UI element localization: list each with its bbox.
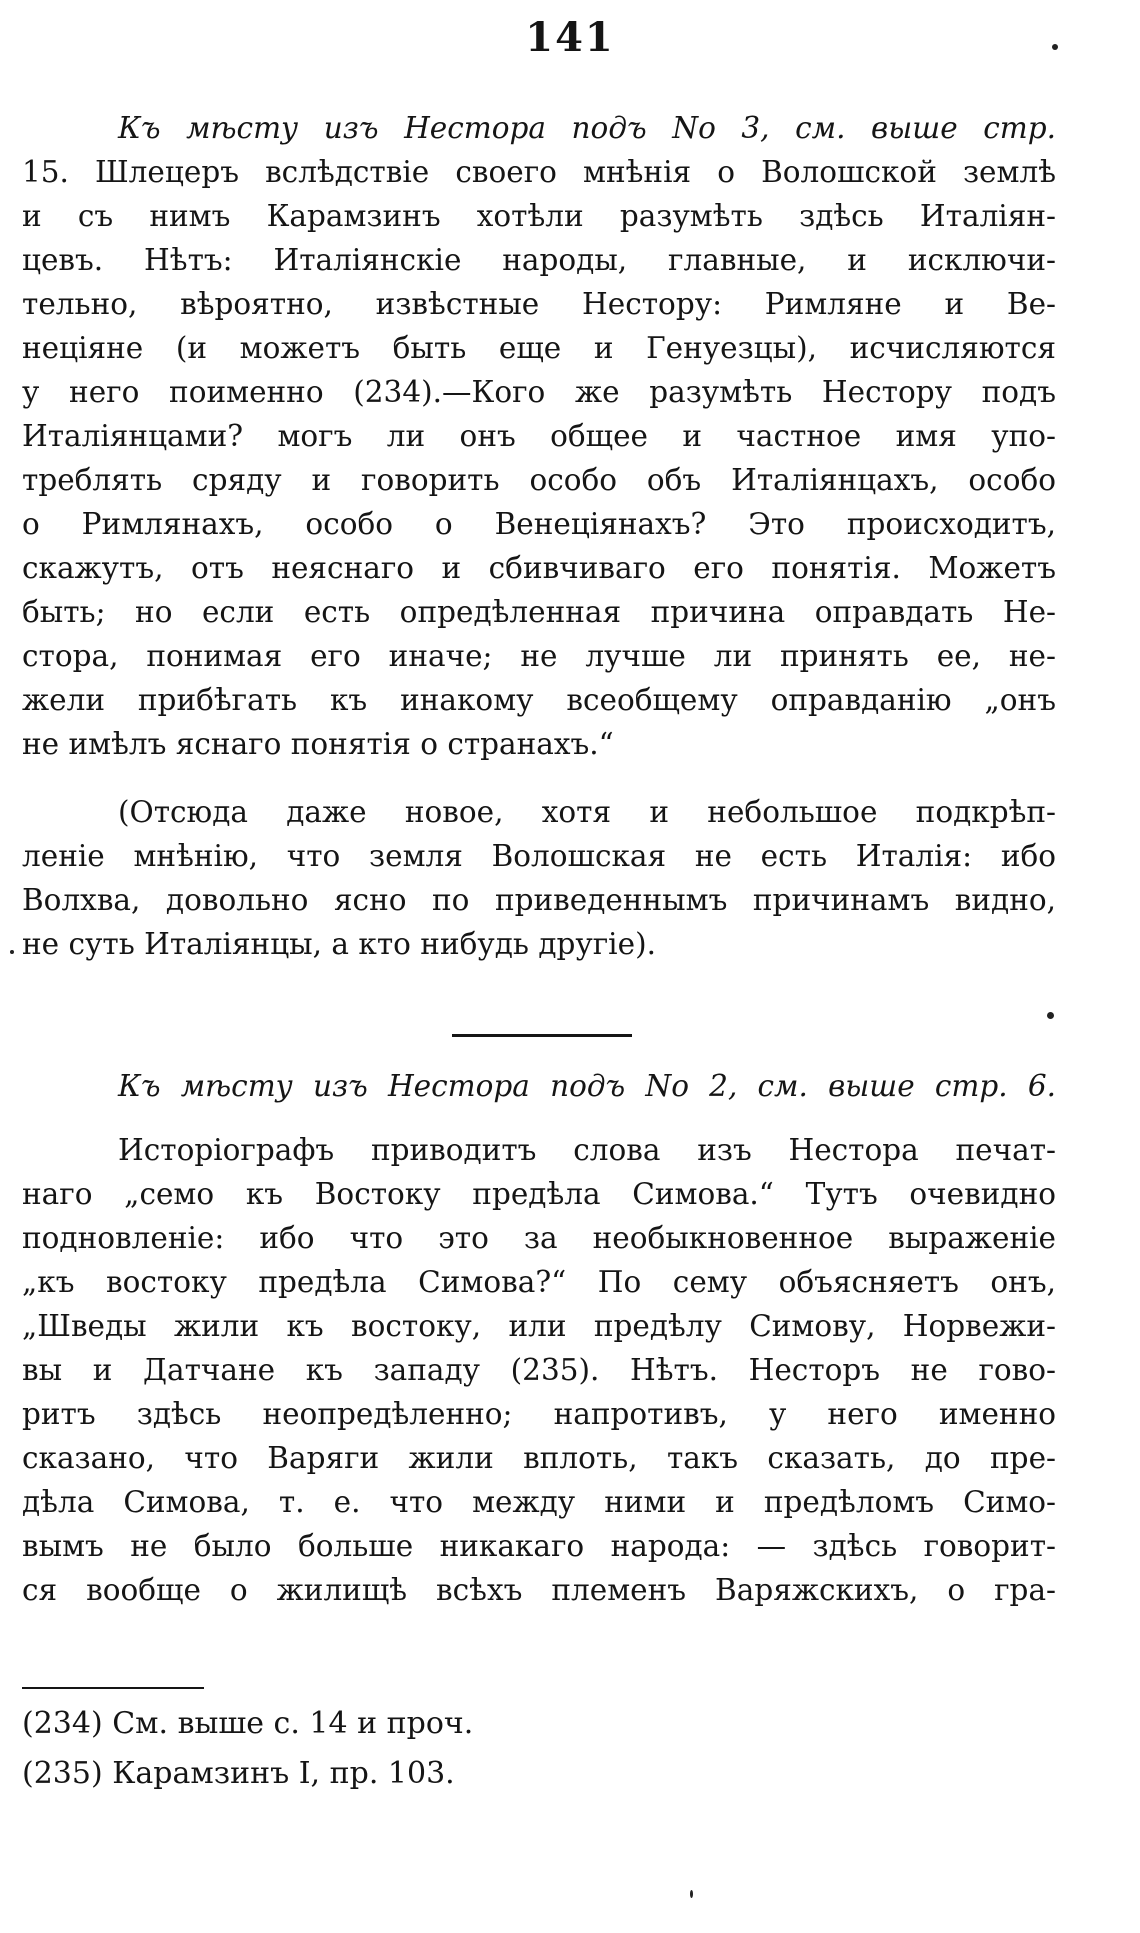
print-speck [690, 1890, 693, 1898]
section1-line: у него поименно (234).—Кого же разумѣть Нестору подъ [22, 375, 1056, 409]
section2-line: „Шведы жили къ востоку, или предѣлу Симову, Норвежи- [22, 1309, 1056, 1343]
section2-line: дѣла Симова, т. е. что между ними и предѣломъ Симо- [22, 1485, 1056, 1519]
section2-line: „къ востоку предѣла Симова?“ По сему объясняетъ онъ, [22, 1265, 1056, 1299]
section2-line: вы и Датчане къ западу (235). Нѣтъ. Несторъ не гово- [22, 1353, 1056, 1387]
parenthetical-line: леніе мнѣнію, что земля Волошская не есть Италія: ибо [22, 839, 1056, 873]
parenthetical-line: Волхва, довольно ясно по приведеннымъ причинамъ видно, [22, 883, 1056, 917]
section1-line: тельно, вѣроятно, извѣстные Нестору: Римляне и Ве- [22, 287, 1056, 321]
section1-line: быть; но если есть опредѣленная причина оправдать Не- [22, 595, 1056, 629]
section1-line: треблять сряду и говорить особо объ Италіянцахъ, особо [22, 463, 1056, 497]
print-speck [10, 950, 14, 954]
section1-heading: Къ мѣсту изъ Нестора подъ No 3, см. выше стр. [118, 111, 1056, 145]
section-divider [452, 1034, 632, 1037]
section2-line: сказано, что Варяги жили вплоть, такъ сказать, до пре- [22, 1441, 1056, 1475]
section2-heading: Къ мѣсту изъ Нестора подъ No 2, см. выше стр. 6. [118, 1069, 1056, 1103]
section1-line: скажутъ, отъ неяснаго и сбивчиваго его понятія. Можетъ [22, 551, 1056, 585]
section1-line: не имѣлъ яснаго понятія о странахъ.“ [22, 727, 614, 761]
parenthetical-line: не суть Италіянцы, а кто нибудь другіе). [22, 927, 656, 961]
section1-line: 15. Шлецеръ вслѣдствіе своего мнѣнія о Волошской землѣ [22, 155, 1056, 189]
print-speck [1047, 1012, 1054, 1019]
section2-line: наго „семо къ Востоку предѣла Симова.“ Тутъ очевидно [22, 1177, 1056, 1211]
section1-line: цевъ. Нѣтъ: Италіянскіе народы, главные, и исключи- [22, 243, 1056, 277]
section1-line: о Римлянахъ, особо о Венеціянахъ? Это происходитъ, [22, 507, 1056, 541]
page-number: 141 [525, 14, 615, 61]
section1-line: Италіянцами? могъ ли онъ общее и частное имя упо- [22, 419, 1056, 453]
section2-line: ритъ здѣсь неопредѣленно; напротивъ, у него именно [22, 1397, 1056, 1431]
section2-line: Исторіографъ приводитъ слова изъ Нестора печат- [118, 1133, 1056, 1167]
section2-line: вымъ не было больше никакаго народа: — здѣсь говорит- [22, 1529, 1056, 1563]
print-speck [1052, 44, 1058, 50]
section2-line: подновленіе: ибо что это за необыкновенное выраженіе [22, 1221, 1056, 1255]
section2-line: ся вообще о жилищѣ всѣхъ племенъ Варяжскихъ, о гра- [22, 1573, 1056, 1607]
section1-line: стора, понимая его иначе; не лучше ли принять ее, не- [22, 639, 1056, 673]
footnote-235: (235) Карамзинъ I, пр. 103. [22, 1756, 455, 1791]
parenthetical-line: (Отсюда даже новое, хотя и небольшое подкрѣп- [118, 795, 1056, 829]
footnote-rule [22, 1687, 204, 1689]
section1-line: и съ нимъ Карамзинъ хотѣли разумѣть здѣсь Италіян- [22, 199, 1056, 233]
section1-line: нецiяне (и можетъ быть еще и Генуезцы), исчисляются [22, 331, 1056, 365]
footnote-234: (234) См. выше с. 14 и проч. [22, 1706, 474, 1741]
section1-line: жели прибѣгать къ инакому всеобщему оправданію „онъ [22, 683, 1056, 717]
